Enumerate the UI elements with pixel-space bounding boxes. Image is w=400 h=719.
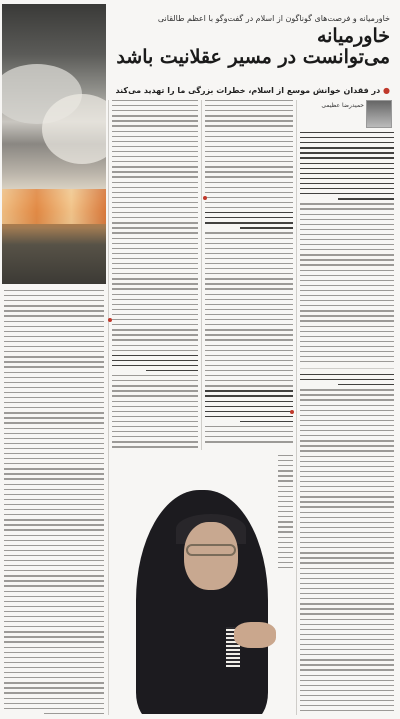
column-rule <box>296 100 297 715</box>
glasses <box>186 544 236 556</box>
question-marker <box>290 410 294 414</box>
intro-column-text <box>300 132 394 362</box>
author-byline <box>312 100 392 126</box>
raised-hand <box>234 622 276 648</box>
headline-line-1: خاورمیانه <box>316 25 390 47</box>
article-deck: ● در فقدان خوانش موسع از اسلام، خطرات بزرگی ما را تهدید می‌کند <box>115 86 390 95</box>
explosion-photo <box>2 4 106 284</box>
article-kicker: خاورمیانه و فرصت‌های گوناگون از اسلام در گفت‌وگو با اعظم طالقانی <box>157 14 390 23</box>
headline-line-2: می‌توانست در مسیر عقلانیت باشد <box>116 46 390 68</box>
author-name: حمیدرضا عظیمی <box>321 102 364 109</box>
smoke-cloud <box>42 94 106 164</box>
face <box>184 522 238 590</box>
article-headline <box>105 26 390 68</box>
question-marker <box>203 196 207 200</box>
middle-right-column-text <box>205 100 293 450</box>
portrait-photo <box>116 452 278 714</box>
column-rule <box>201 100 202 450</box>
author-photo <box>366 100 392 128</box>
fire-band <box>2 189 106 224</box>
deck-text: در فقدان خوانش موسع از اسلام، خطرات بزرگی ما را تهدید می‌کند <box>115 86 381 95</box>
column-rule <box>108 100 109 715</box>
right-column-text <box>300 374 394 714</box>
section-rule <box>300 368 394 369</box>
middle-left-column-text <box>112 100 198 450</box>
question-marker <box>108 318 112 322</box>
left-column-text <box>4 290 104 715</box>
